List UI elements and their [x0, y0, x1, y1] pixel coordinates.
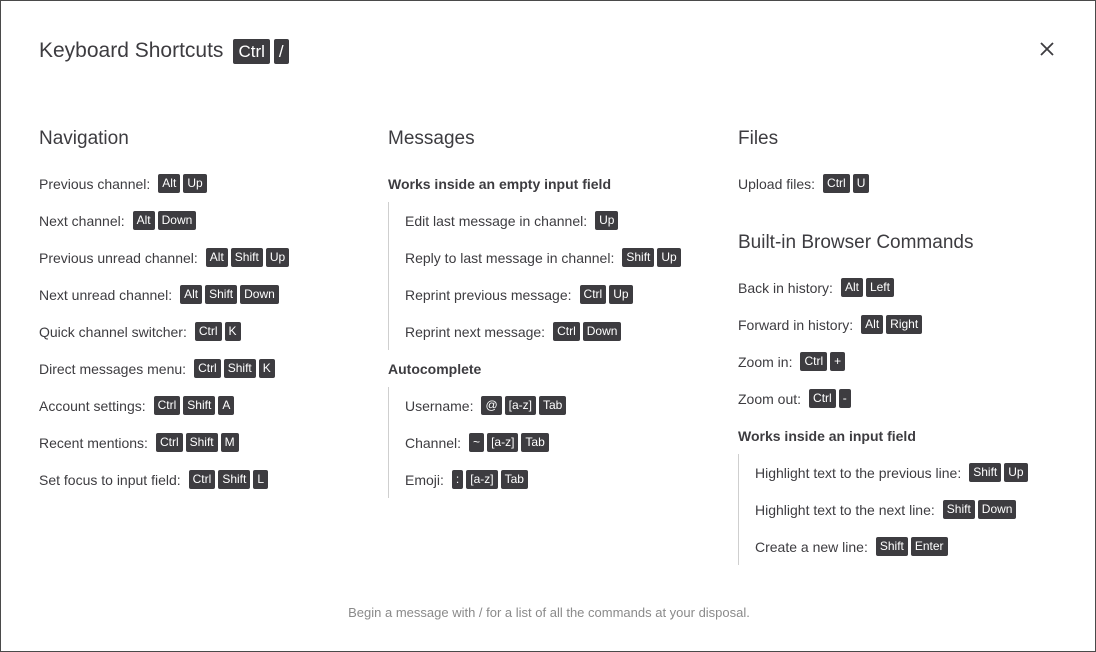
shortcut-keys [809, 389, 851, 408]
shortcut-label: Recent mentions: [39, 434, 148, 451]
shortcut-label: Previous channel: [39, 175, 151, 192]
shortcut-keys [622, 248, 680, 267]
shortcut-label: Highlight text to the previous line: [755, 464, 962, 481]
close-icon [1040, 42, 1054, 56]
key-badge: Up [657, 248, 680, 267]
shortcut-keys [800, 352, 845, 371]
key-badge: M [221, 433, 239, 452]
key-badge: Shift [622, 248, 654, 267]
key-badge: Right [886, 315, 922, 334]
key-badge: Shift [183, 396, 215, 415]
shortcut-row-previous-unread-channel [39, 239, 289, 276]
files-column [738, 125, 1028, 565]
shortcut-keys [189, 470, 268, 489]
shortcut-row-highlight-text-to-the-previous-line [755, 454, 1028, 491]
shortcut-row-set-focus-to-input-field [39, 461, 289, 498]
shortcut-keys [969, 463, 1027, 482]
key-badge: Tab [521, 433, 548, 452]
modal-title [39, 37, 289, 65]
key-badge: Alt [158, 174, 180, 193]
browser-list [738, 269, 1028, 417]
messages-column [388, 125, 681, 498]
files-list [738, 165, 1028, 202]
shortcut-label: Reprint next message: [405, 323, 546, 340]
shortcut-label: Highlight text to the next line: [755, 501, 935, 518]
navigation-heading: Navigation [39, 128, 129, 149]
shortcut-keys [823, 174, 869, 193]
key-badge: Down [240, 285, 279, 304]
shortcut-keys [452, 470, 528, 489]
shortcut-row-channel [405, 424, 681, 461]
key-badge: Enter [911, 537, 948, 556]
shortcut-label: Forward in history: [738, 316, 854, 333]
shortcut-keys [156, 433, 239, 452]
shortcut-row-back-in-history [738, 269, 1028, 306]
navigation-column [39, 125, 289, 498]
shortcut-label: Next channel: [39, 212, 125, 229]
shortcut-label: Channel: [405, 434, 462, 451]
key-badge: Alt [861, 315, 883, 334]
modal-title-text: Keyboard Shortcuts [39, 39, 224, 62]
key-badge: Tab [501, 470, 528, 489]
shortcut-keys [595, 211, 618, 230]
key-badge: Up [183, 174, 206, 193]
shortcut-keys [580, 285, 633, 304]
key-badge: Alt [206, 248, 228, 267]
empty-input-list [388, 202, 681, 350]
key-badge: U [853, 174, 870, 193]
key-badge: Up [609, 285, 632, 304]
empty-input-subheading: Works inside an empty input field [388, 175, 611, 192]
key-badge: Shift [224, 359, 256, 378]
shortcut-label: Create a new line: [755, 538, 868, 555]
browser-heading: Built-in Browser Commands [738, 232, 974, 253]
key-badge: Shift [205, 285, 237, 304]
key-badge: Ctrl [580, 285, 607, 304]
close-button[interactable] [1035, 37, 1059, 61]
shortcut-row-emoji [405, 461, 681, 498]
shortcut-keys [133, 211, 197, 230]
key-badge: L [253, 470, 268, 489]
key-badge: Shift [231, 248, 263, 267]
key-badge: Ctrl [553, 322, 580, 341]
shortcut-row-edit-last-message-in-channel [405, 202, 681, 239]
key-badge: K [225, 322, 241, 341]
shortcut-label: Zoom in: [738, 353, 793, 370]
key-badge: Alt [841, 278, 863, 297]
shortcut-label: Next unread channel: [39, 286, 173, 303]
input-field-subheading: Works inside an input field [738, 427, 916, 444]
shortcut-label: Set focus to input field: [39, 471, 181, 488]
key-badge: Up [266, 248, 289, 267]
input-field-list [738, 454, 1028, 565]
title-key-slash: / [274, 39, 289, 64]
shortcut-row-forward-in-history [738, 306, 1028, 343]
shortcut-keys [943, 500, 1017, 519]
key-badge: + [830, 352, 845, 371]
key-badge: Down [978, 500, 1017, 519]
key-badge: - [839, 389, 851, 408]
autocomplete-subheading: Autocomplete [388, 360, 482, 377]
key-badge: Up [1004, 463, 1027, 482]
key-badge: Ctrl [194, 359, 221, 378]
key-badge: [a-z] [487, 433, 518, 452]
title-key-ctrl: Ctrl [233, 39, 269, 64]
shortcut-row-recent-mentions [39, 424, 289, 461]
shortcut-row-previous-channel [39, 165, 289, 202]
key-badge: Left [866, 278, 894, 297]
key-badge: Up [595, 211, 618, 230]
shortcut-keys [553, 322, 621, 341]
autocomplete-list [388, 387, 681, 498]
key-badge: Ctrl [800, 352, 827, 371]
shortcut-row-reply-to-last-message-in-channel [405, 239, 681, 276]
key-badge: Shift [969, 463, 1001, 482]
shortcut-keys [195, 322, 241, 341]
shortcut-label: Zoom out: [738, 390, 802, 407]
shortcut-keys [861, 315, 922, 334]
shortcut-keys [206, 248, 289, 267]
shortcut-row-zoom-in [738, 343, 1028, 380]
key-badge: Ctrl [189, 470, 216, 489]
key-badge: [a-z] [466, 470, 497, 489]
shortcut-label: Username: [405, 397, 474, 414]
shortcut-row-zoom-out [738, 380, 1028, 417]
shortcut-row-account-settings [39, 387, 289, 424]
shortcut-row-username [405, 387, 681, 424]
shortcut-row-create-a-new-line [755, 528, 1028, 565]
key-badge: Shift [943, 500, 975, 519]
key-badge: Down [158, 211, 197, 230]
key-badge: [a-z] [505, 396, 536, 415]
shortcut-row-next-channel [39, 202, 289, 239]
footer-hint: Begin a message with / for a list of all the commands at your disposal. [348, 605, 750, 620]
shortcut-label: Reply to last message in channel: [405, 249, 615, 266]
key-badge: Shift [218, 470, 250, 489]
shortcut-row-direct-messages-menu [39, 350, 289, 387]
shortcut-label: Account settings: [39, 397, 146, 414]
key-badge: Shift [876, 537, 908, 556]
shortcut-row-highlight-text-to-the-next-line [755, 491, 1028, 528]
shortcut-keys [158, 174, 206, 193]
shortcut-keys [154, 396, 235, 415]
shortcut-keys [194, 359, 275, 378]
key-badge: Ctrl [809, 389, 836, 408]
key-badge: Down [583, 322, 622, 341]
shortcut-label: Back in history: [738, 279, 833, 296]
shortcut-row-reprint-previous-message [405, 276, 681, 313]
key-badge: : [452, 470, 463, 489]
key-badge: Ctrl [195, 322, 222, 341]
key-badge: Ctrl [823, 174, 850, 193]
key-badge: Ctrl [154, 396, 181, 415]
key-badge: Shift [186, 433, 218, 452]
shortcut-keys [841, 278, 894, 297]
files-heading: Files [738, 128, 779, 149]
shortcut-label: Reprint previous message: [405, 286, 572, 303]
navigation-list [39, 165, 289, 498]
shortcut-row-upload-files [738, 165, 1028, 202]
shortcut-keys [481, 396, 566, 415]
key-badge: Alt [180, 285, 202, 304]
shortcut-label: Upload files: [738, 175, 816, 192]
shortcut-keys [180, 285, 279, 304]
messages-heading: Messages [388, 128, 475, 149]
key-badge: Tab [539, 396, 566, 415]
shortcut-row-reprint-next-message [405, 313, 681, 350]
key-badge: K [259, 359, 275, 378]
shortcut-row-next-unread-channel [39, 276, 289, 313]
key-badge: ~ [469, 433, 484, 452]
key-badge: Ctrl [156, 433, 183, 452]
key-badge: A [218, 396, 234, 415]
shortcut-keys [876, 537, 948, 556]
shortcut-label: Edit last message in channel: [405, 212, 588, 229]
shortcut-keys [469, 433, 549, 452]
key-badge: Alt [133, 211, 155, 230]
shortcut-label: Emoji: [405, 471, 444, 488]
shortcut-row-quick-channel-switcher [39, 313, 289, 350]
shortcut-label: Quick channel switcher: [39, 323, 187, 340]
key-badge: @ [481, 396, 501, 415]
shortcut-label: Direct messages menu: [39, 360, 187, 377]
shortcut-label: Previous unread channel: [39, 249, 198, 266]
